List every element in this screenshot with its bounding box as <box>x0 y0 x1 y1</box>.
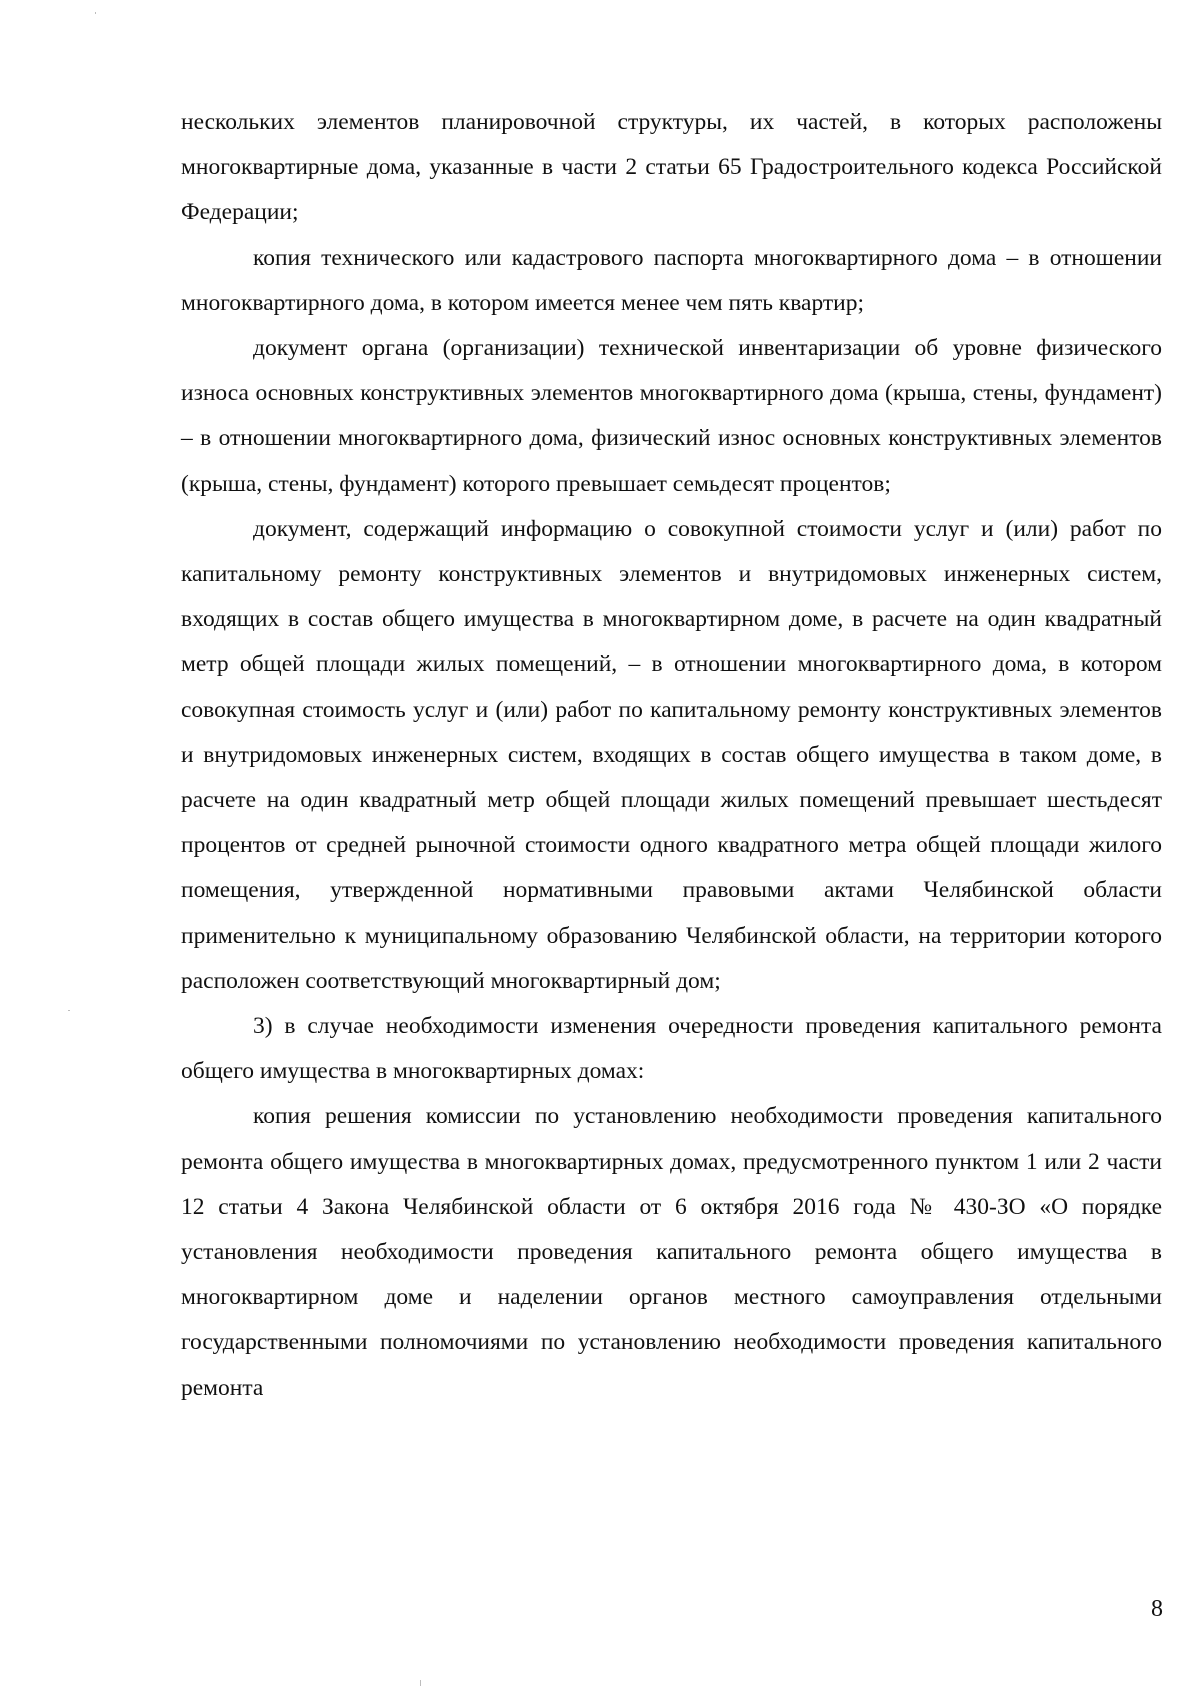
scan-artifact-bottom <box>420 1680 421 1686</box>
paragraph-continuation: нескольких элементов планировочной структуры, их частей, в которых расположены многоквартирные дома, указанные в части 2 статьи 65 Градостроительного кодекса Российской Федерации; <box>181 109 1162 226</box>
paragraph-commission-decision: копия решения комиссии по установлению необходимости проведения капитального ремонта общего имущества в многоквартирных домах, предусмотренного пунктом 1 или 2 части 12 статьи 4 Закона Челябинской области от 6 октября 2016 года № 430-ЗО «О порядке установления необходимости проведения капитального ремонта общего имущества в многоквартирном доме и наделении органов местного самоуправления отдельными государственными полномочиями по установлению необходимости проведения капитального ремонта <box>181 1103 1162 1401</box>
paragraph-copy-passport: копия технического или кадастрового паспорта многоквартирного дома – в отношении многоквартирного дома, в котором имеется менее чем пять квартир; <box>181 244 1162 316</box>
scan-artifact-top <box>95 12 96 14</box>
scan-artifact-left <box>68 1010 70 1011</box>
paragraph-cost-document: документ, содержащий информацию о совокупной стоимости услуг и (или) работ по капитальному ремонту конструктивных элементов и внутридомовых инженерных систем, входящих в состав общего имущества в многоквартирном доме, в расчете на один квадратный метр общей площади жилых помещений, – в отношении многоквартирного дома, в котором совокупная стоимость услуг и (или) работ по капитальному ремонту конструктивных элементов и внутридомовых инженерных систем, входящих в состав общего имущества в таком доме, в расчете на один квадратный метр общей площади жилых помещений превышает шестьдесят процентов от средней рыночной стоимости одного квадратного метра общей площади жилого помещения, утвержденной нормативными правовыми актами Челябинской области применительно к муниципальному образованию Челябинской области, на территории которого расположен соответствующий многоквартирный дом; <box>181 515 1162 994</box>
document-body <box>181 100 1162 1411</box>
page-number: 8 <box>1151 1596 1163 1622</box>
paragraph-inventory-document: документ органа (организации) технической инвентаризации об уровне физического износа основных конструктивных элементов многоквартирного дома (крыша, стены, фундамент) – в отношении многоквартирного дома, физический износ основных конструктивных элементов (крыша, стены, фундамент) которого превышает семьдесят процентов; <box>181 335 1162 497</box>
paragraph-item-3: 3) в случае необходимости изменения очередности проведения капитального ремонта общего имущества в многоквартирных домах: <box>181 1013 1162 1085</box>
